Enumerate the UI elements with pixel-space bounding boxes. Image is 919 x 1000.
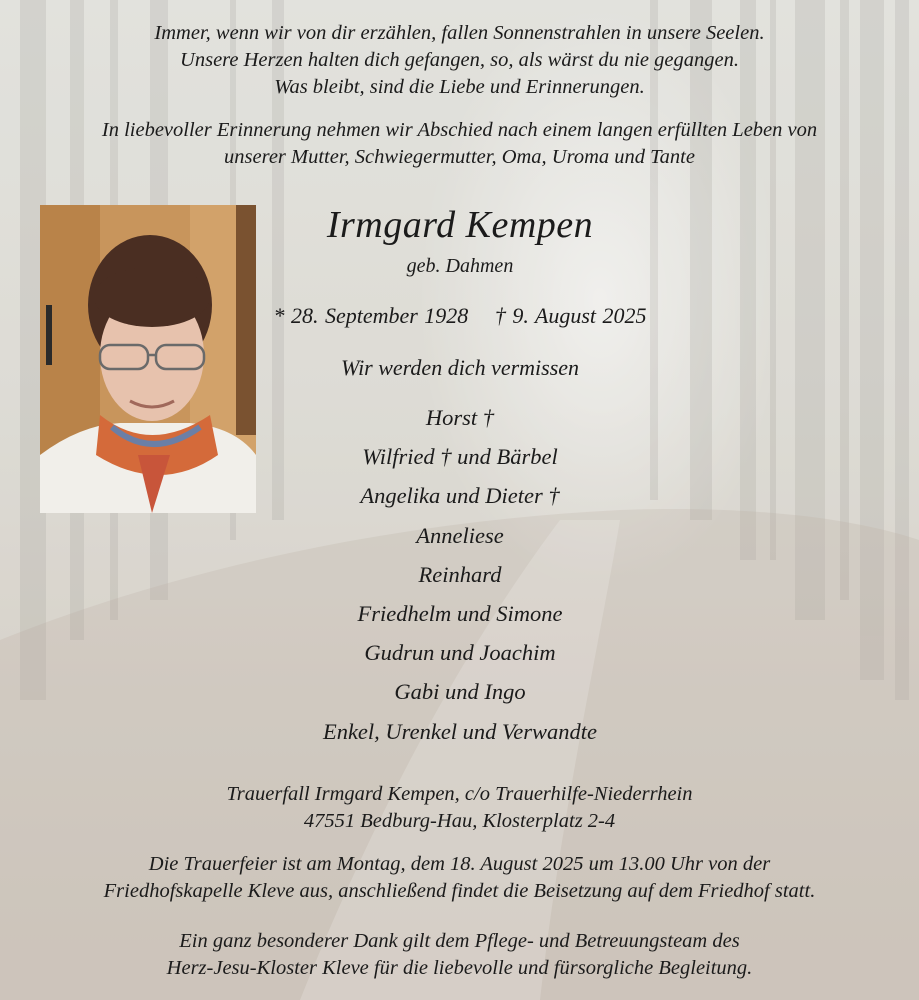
ceremony-line: Friedhofskapelle Kleve aus, anschließend findet die Beisetzung auf dem Friedhof statt. — [103, 880, 816, 902]
address-block — [0, 781, 919, 835]
mourner: Friedhelm und Simone — [357, 601, 563, 627]
thanks-line: Herz-Jesu-Kloster Kleve für die liebevolle und fürsorgliche Begleitung. — [166, 957, 753, 979]
address-line: Trauerfall Irmgard Kempen, c/o Trauerhilfe-Niederrhein — [226, 783, 693, 805]
thanks-text — [0, 928, 919, 982]
ceremony-line: Die Trauerfeier ist am Montag, dem 18. August 2025 um 13.00 Uhr von der — [148, 853, 771, 875]
life-dates — [220, 303, 700, 329]
poem-line: Unsere Herzen halten dich gefangen, so, als wärst du nie gegangen. — [180, 49, 739, 71]
thanks-line: Ein ganz besonderer Dank gilt dem Pflege- und Betreuungsteam des — [179, 930, 740, 952]
deceased-name: Irmgard Kempen — [326, 204, 594, 246]
mourner: Enkel, Urenkel und Verwandte — [322, 718, 598, 744]
intro-text — [0, 117, 919, 171]
address-line: 47551 Bedburg-Hau, Klosterplatz 2-4 — [303, 810, 616, 832]
intro-line: unserer Mutter, Schwiegermutter, Oma, Uroma und Tante — [224, 146, 695, 168]
mourner: Gudrun und Joachim — [364, 640, 556, 666]
mourner: Horst † — [425, 405, 495, 430]
mourner: Angelika und Dieter † — [360, 483, 560, 509]
mourner: Gabi und Ingo — [394, 679, 526, 705]
poem-line: Immer, wenn wir von dir erzählen, fallen Sonnenstrahlen in unsere Seelen. — [154, 22, 765, 44]
mourner: Wilfried † und Bärbel — [362, 444, 558, 470]
death-date: † 9. August 2025 — [494, 303, 647, 328]
mourner: Anneliese — [416, 522, 504, 548]
poem — [0, 20, 919, 101]
poem-line: Was bleibt, sind die Liebe und Erinnerungen. — [274, 76, 645, 98]
birth-date: * 28. September 1928 — [273, 303, 469, 328]
mourners-list — [240, 398, 680, 751]
birth-name: geb. Dahmen — [406, 255, 514, 277]
intro-line: In liebevoller Erinnerung nehmen wir Abschied nach einem langen erfüllten Leben von — [101, 119, 818, 141]
ceremony-info — [0, 851, 919, 905]
mourner: Reinhard — [418, 561, 502, 587]
miss-text: Wir werden dich vermissen — [340, 355, 580, 380]
